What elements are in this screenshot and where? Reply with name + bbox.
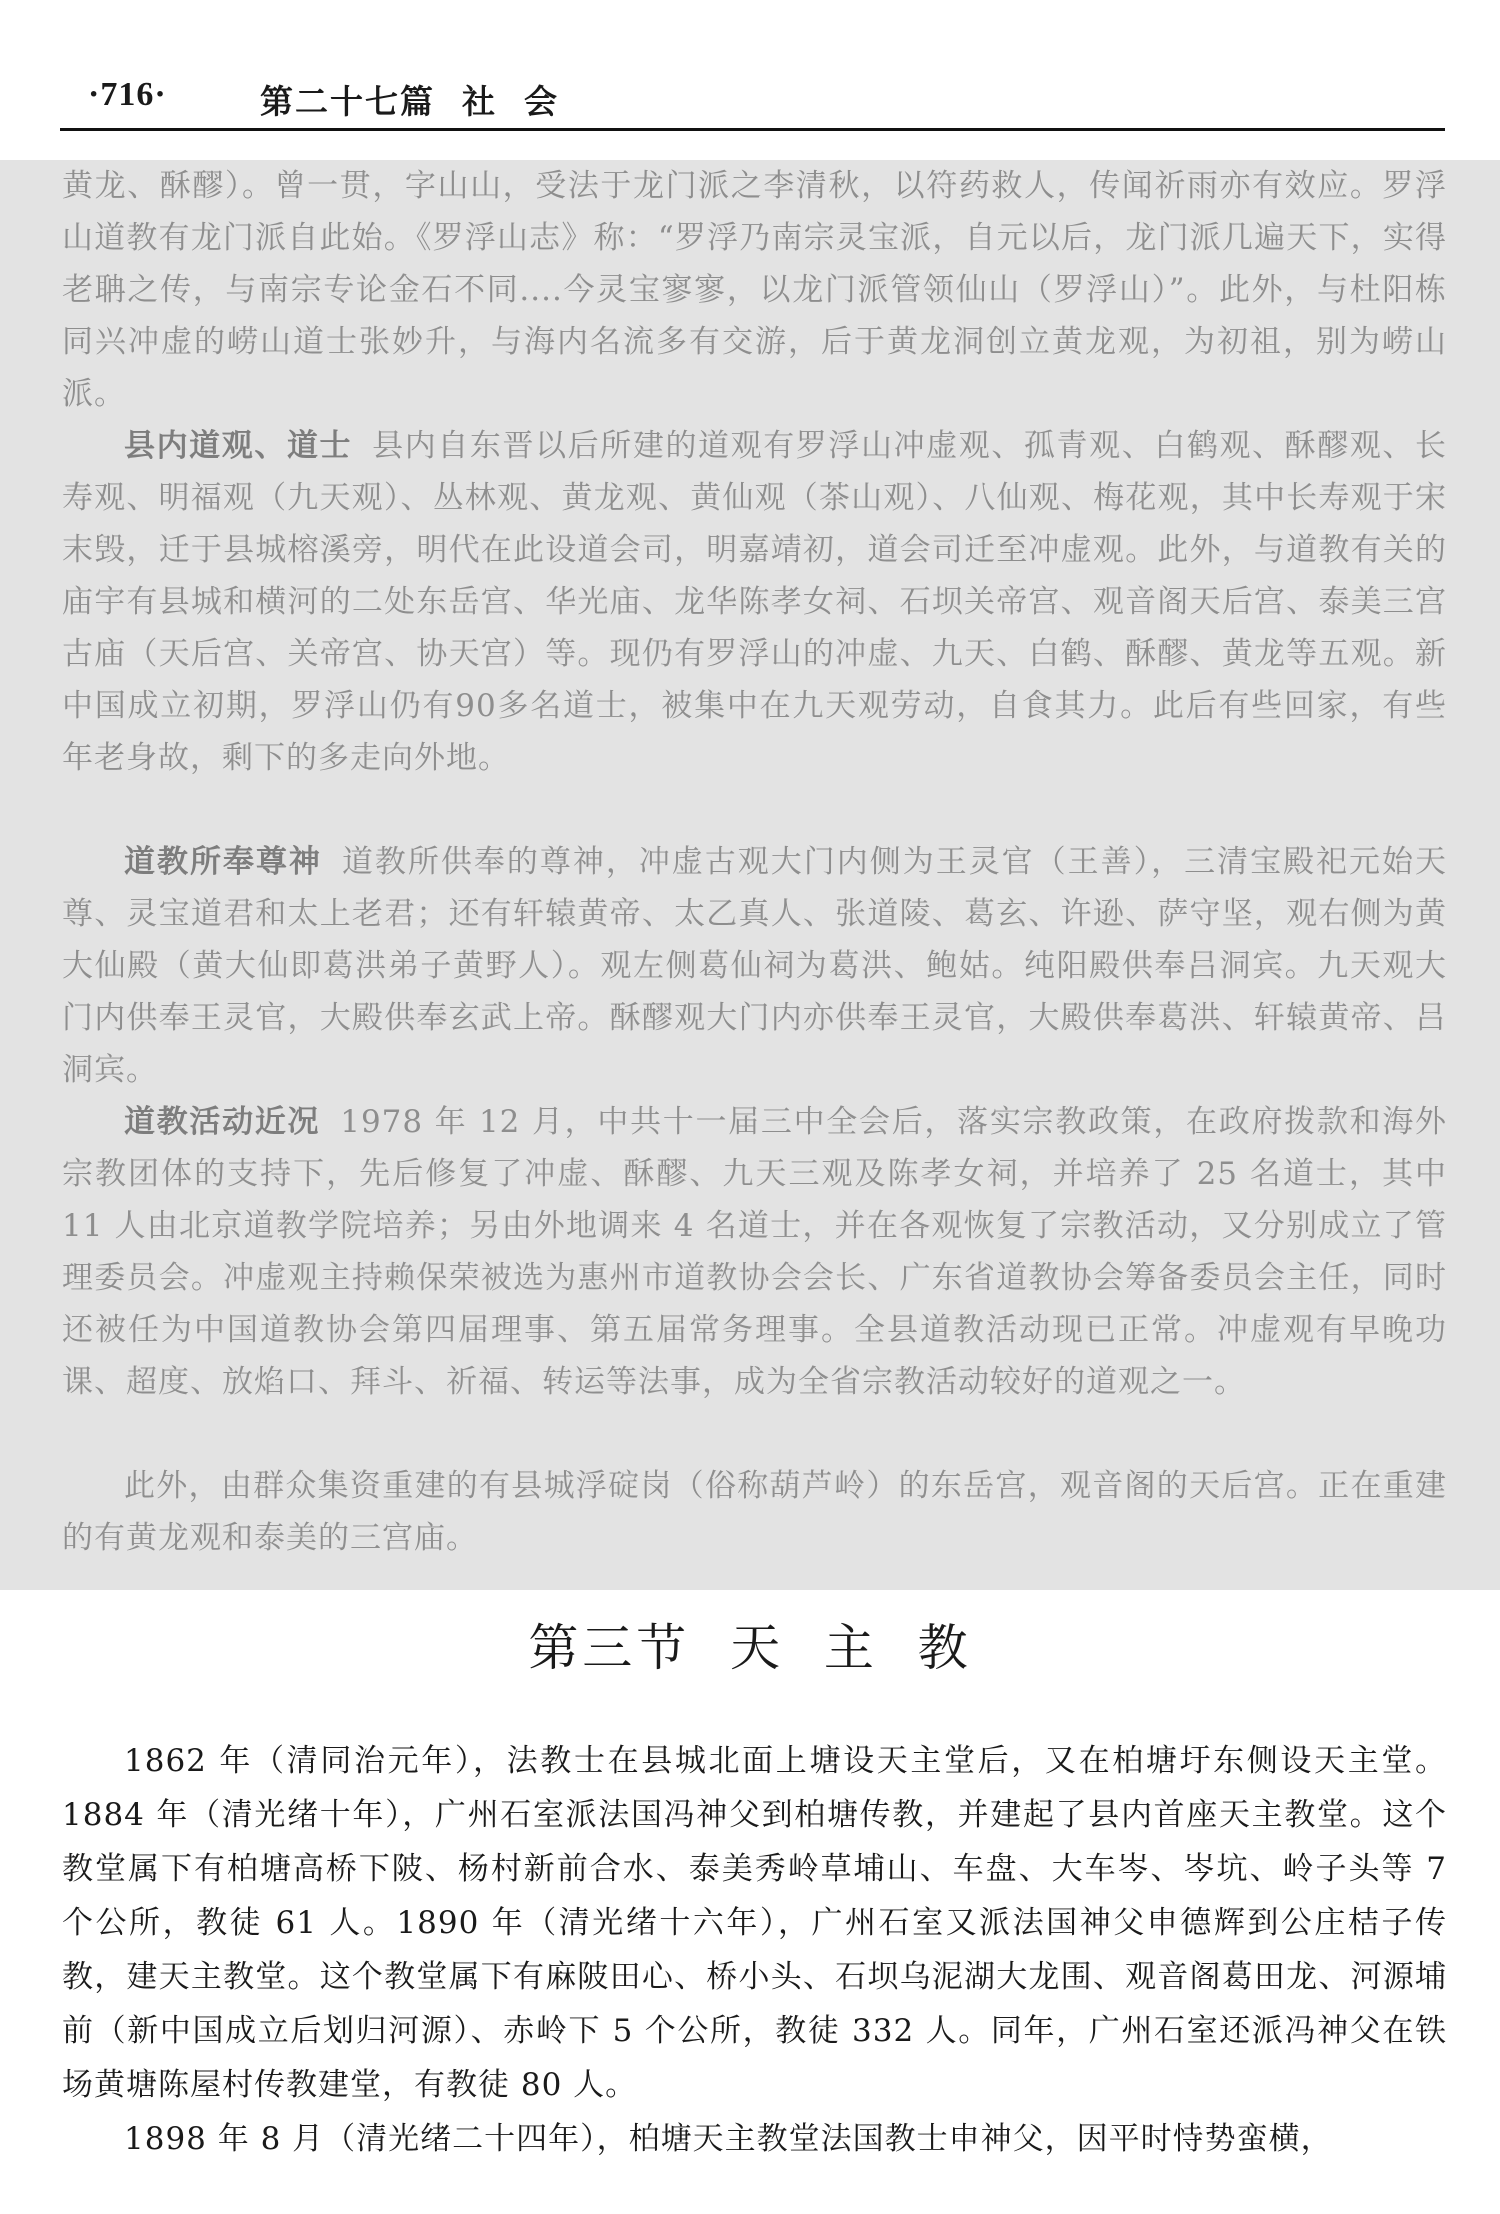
page-header [60, 68, 1445, 131]
section-title: 第三节 天 主 教 [528, 1619, 972, 1677]
part-title: 第二十七篇 社 会 [260, 82, 559, 121]
taoism-shaded-section [0, 160, 1500, 1590]
recent-activity-text: 1978 年 12 月，中共十一届三中全会后，落实宗教政策，在政府拨款和海外宗教团体的支持下，先后修复了冲虚、酥醪、九天三观及陈孝女祠，并培养了 25 名道士，其中 11 人由北京道教学院培养；另由外地调来 4 名道士，并在各观恢复了宗教活动，又分别成立了管理委员会。冲虚观主持赖保荣被选为惠州市道教协会会长、广东省道教协会筹备委员会主任，同时还被任为中国道教协会第四届理事、第五届常务理事。全县道教活动现已正常。冲虚观有早晚功课、超度、放焰口、拜斗、祈福、转运等法事，成为全省宗教活动较好的道观之一。 [62, 1104, 1447, 1400]
deities-text: 道教所供奉的尊神，冲虚古观大门内侧为王灵官（王善），三清宝殿祀元始天尊、灵宝道君和太上老君；还有轩辕黄帝、太乙真人、张道陵、葛玄、许逊、萨守坚，观右侧为黄大仙殿（黄大仙即葛洪弟子黄野人）。观左侧葛仙祠为葛洪、鲍姑。纯阳殿供奉吕洞宾。九天观大门内供奉王灵官，大殿供奉玄武上帝。酥醪观大门内亦供奉王灵官，大殿供奉葛洪、轩辕黄帝、吕洞宾。 [62, 844, 1448, 1088]
recent-activity-heading: 道教活动近况 [124, 1104, 321, 1140]
catholic-paragraph-1: 1862 年（清同治元年），法教士在县城北面上塘设天主堂后，又在柏塘圩东侧设天主堂。1884 年（清光绪十年），广州石室派法国冯神父到柏塘传教，并建起了县内首座天主教堂。这个教堂属下有柏塘高桥下陂、杨村新前合水、泰美秀岭草埔山、车盘、大车岑、岑坑、岭子头等 7 个公所，教徒 61 人。1890 年（清光绪十六年），广州石室又派法国神父申德辉到公庄桔子传教，建天主教堂。这个教堂属下有麻陂田心、桥小头、石坝乌泥湖大龙围、观音阁葛田龙、河源埔前（新中国成立后划归河源）、赤岭下 5 个公所，教徒 332 人。同年，广州石室还派冯神父在铁场黄塘陈屋村传教建堂，有教徒 80 人。 [62, 1743, 1447, 2103]
page-number: ·716· [88, 76, 167, 113]
rebuild-paragraph: 此外，由群众集资重建的有县城浮碇岗（俗称葫芦岭）的东岳宫，观音阁的天后宫。正在重建的有黄龙观和泰美的三宫庙。 [62, 1468, 1447, 1556]
recent-activity-paragraph [62, 1096, 1447, 1408]
deities-heading: 道教所奉尊神 [124, 844, 322, 880]
temples-text: 县内自东晋以后所建的道观有罗浮山冲虚观、孤青观、白鹤观、酥醪观、长寿观、明福观（九天观）、丛林观、黄龙观、黄仙观（茶山观）、八仙观、梅花观，其中长寿观于宋末毁，迁于县城榕溪旁，明代在此设道会司，明嘉靖初，道会司迁至冲虚观。此外，与道教有关的庙宇有县城和横河的二处东岳宫、华光庙、龙华陈孝女祠、石坝关帝宫、观音阁天后宫、泰美三宫古庙（天后宫、关帝宫、协天宫）等。现仍有罗浮山的冲虚、九天、白鹤、酥醪、黄龙等五观。新中国成立初期，罗浮山仍有90多名道士，被集中在九天观劳动，自食其力。此后有些回家，有些年老身故，剩下的多走向外地。 [62, 428, 1448, 776]
temples-heading: 县内道观、道士 [124, 428, 353, 464]
taoism-intro-paragraph: 黄龙、酥醪）。曾一贯，字山山，受法于龙门派之李清秋，以符药救人，传闻祈雨亦有效应。罗浮山道教有龙门派自此始。《罗浮山志》称：“罗浮乃南宗灵宝派，自元以后，龙门派几遍天下，实得老聃之传，与南宗专论金石不同....今灵宝寥寥，以龙门派管领仙山（罗浮山）”。此外，与杜阳栋同兴冲虚的崂山道士张妙升，与海内名流多有交游，后于黄龙洞创立黄龙观，为初祖，别为崂山派。 [62, 168, 1447, 412]
temples-paragraph [62, 420, 1447, 784]
deities-paragraph [62, 836, 1447, 1096]
catholic-paragraph-2: 1898 年 8 月（清光绪二十四年），柏塘天主教堂法国教士申神父，因平时恃势蛮横， [124, 2121, 1333, 2157]
